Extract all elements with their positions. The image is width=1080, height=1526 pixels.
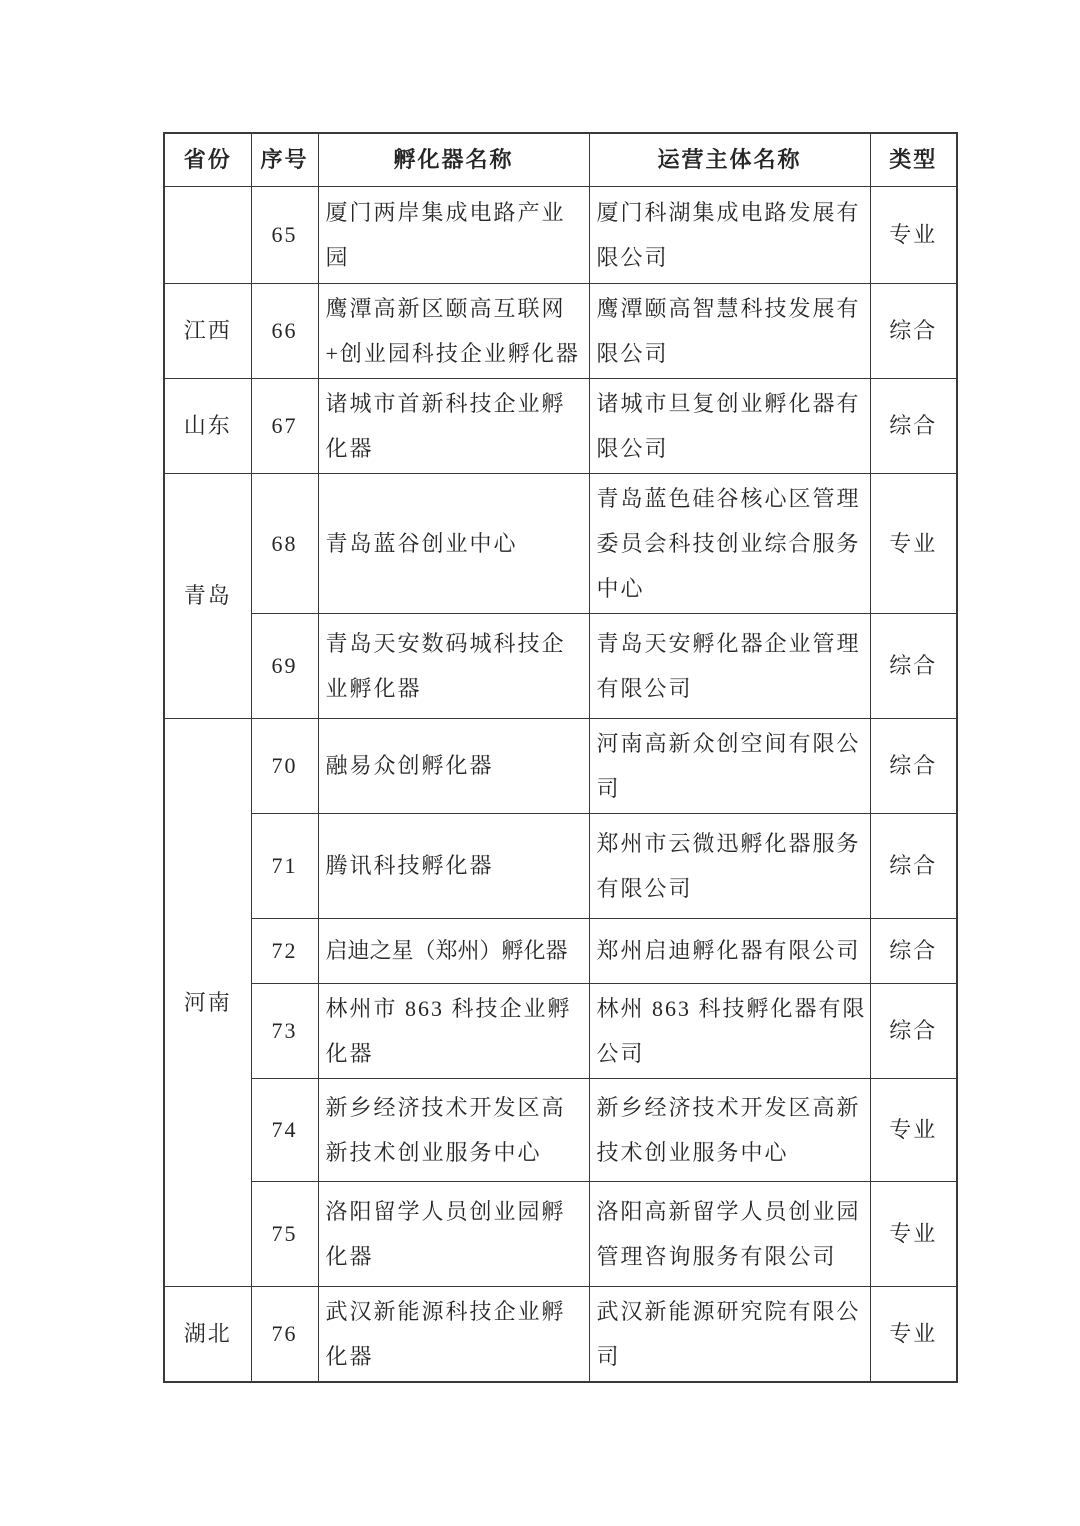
cell-number: 69 bbox=[251, 613, 318, 718]
cell-province: 湖北 bbox=[164, 1286, 251, 1382]
table-row bbox=[164, 813, 957, 918]
cell-incubator-name: 腾讯科技孵化器 bbox=[318, 813, 589, 918]
cell-number: 73 bbox=[251, 983, 318, 1078]
cell-operator-name: 林州 863 科技孵化器有限公司 bbox=[589, 983, 870, 1078]
table-row bbox=[164, 473, 957, 613]
table-row bbox=[164, 983, 957, 1078]
table-row bbox=[164, 1181, 957, 1286]
cell-incubator-name: 诸城市首新科技企业孵化器 bbox=[318, 378, 589, 473]
cell-incubator-name: 青岛天安数码城科技企业孵化器 bbox=[318, 613, 589, 718]
cell-type: 综合 bbox=[870, 983, 957, 1078]
cell-type: 综合 bbox=[870, 813, 957, 918]
cell-type: 专业 bbox=[870, 186, 957, 283]
cell-operator-name: 武汉新能源研究院有限公司 bbox=[589, 1286, 870, 1382]
cell-number: 66 bbox=[251, 283, 318, 378]
cell-type: 综合 bbox=[870, 718, 957, 813]
cell-province: 青岛 bbox=[164, 473, 251, 718]
cell-operator-name: 郑州启迪孵化器有限公司 bbox=[589, 918, 870, 983]
cell-operator-name: 诸城市旦复创业孵化器有限公司 bbox=[589, 378, 870, 473]
incubator-table bbox=[163, 132, 958, 1383]
cell-incubator-name: 武汉新能源科技企业孵化器 bbox=[318, 1286, 589, 1382]
cell-type: 综合 bbox=[870, 918, 957, 983]
cell-number: 68 bbox=[251, 473, 318, 613]
cell-operator-name: 鹰潭颐高智慧科技发展有限公司 bbox=[589, 283, 870, 378]
header-operator-name: 运营主体名称 bbox=[589, 133, 870, 186]
cell-operator-name: 河南高新众创空间有限公司 bbox=[589, 718, 870, 813]
cell-province: 河南 bbox=[164, 718, 251, 1286]
cell-incubator-name: 新乡经济技术开发区高新技术创业服务中心 bbox=[318, 1078, 589, 1181]
cell-incubator-name: 厦门两岸集成电路产业园 bbox=[318, 186, 589, 283]
table-row bbox=[164, 186, 957, 283]
cell-province: 江西 bbox=[164, 283, 251, 378]
cell-operator-name: 洛阳高新留学人员创业园管理咨询服务有限公司 bbox=[589, 1181, 870, 1286]
table-row bbox=[164, 613, 957, 718]
table-row bbox=[164, 918, 957, 983]
cell-type: 综合 bbox=[870, 613, 957, 718]
cell-type: 综合 bbox=[870, 378, 957, 473]
cell-type: 专业 bbox=[870, 473, 957, 613]
cell-operator-name: 新乡经济技术开发区高新技术创业服务中心 bbox=[589, 1078, 870, 1181]
cell-type: 专业 bbox=[870, 1181, 957, 1286]
cell-number: 70 bbox=[251, 718, 318, 813]
cell-number: 76 bbox=[251, 1286, 318, 1382]
table-header-row bbox=[164, 133, 957, 186]
table-row bbox=[164, 1078, 957, 1181]
cell-operator-name: 青岛蓝色硅谷核心区管理委员会科技创业综合服务中心 bbox=[589, 473, 870, 613]
cell-number: 72 bbox=[251, 918, 318, 983]
cell-type: 专业 bbox=[870, 1078, 957, 1181]
cell-incubator-name: 融易众创孵化器 bbox=[318, 718, 589, 813]
cell-incubator-name: 鹰潭高新区颐高互联网+创业园科技企业孵化器 bbox=[318, 283, 589, 378]
table-row bbox=[164, 1286, 957, 1382]
header-province: 省份 bbox=[164, 133, 251, 186]
cell-operator-name: 郑州市云微迅孵化器服务有限公司 bbox=[589, 813, 870, 918]
cell-type: 专业 bbox=[870, 1286, 957, 1382]
table-row bbox=[164, 283, 957, 378]
cell-number: 71 bbox=[251, 813, 318, 918]
cell-number: 74 bbox=[251, 1078, 318, 1181]
cell-incubator-name: 启迪之星（郑州）孵化器 bbox=[318, 918, 589, 983]
table-row bbox=[164, 718, 957, 813]
cell-incubator-name: 青岛蓝谷创业中心 bbox=[318, 473, 589, 613]
header-number: 序号 bbox=[251, 133, 318, 186]
cell-incubator-name: 洛阳留学人员创业园孵化器 bbox=[318, 1181, 589, 1286]
header-type: 类型 bbox=[870, 133, 957, 186]
cell-number: 67 bbox=[251, 378, 318, 473]
cell-incubator-name: 林州市 863 科技企业孵化器 bbox=[318, 983, 589, 1078]
table-row bbox=[164, 378, 957, 473]
cell-number: 75 bbox=[251, 1181, 318, 1286]
cell-type: 综合 bbox=[870, 283, 957, 378]
header-incubator-name: 孵化器名称 bbox=[318, 133, 589, 186]
cell-province bbox=[164, 186, 251, 283]
cell-operator-name: 青岛天安孵化器企业管理有限公司 bbox=[589, 613, 870, 718]
cell-operator-name: 厦门科湖集成电路发展有限公司 bbox=[589, 186, 870, 283]
cell-number: 65 bbox=[251, 186, 318, 283]
cell-province: 山东 bbox=[164, 378, 251, 473]
